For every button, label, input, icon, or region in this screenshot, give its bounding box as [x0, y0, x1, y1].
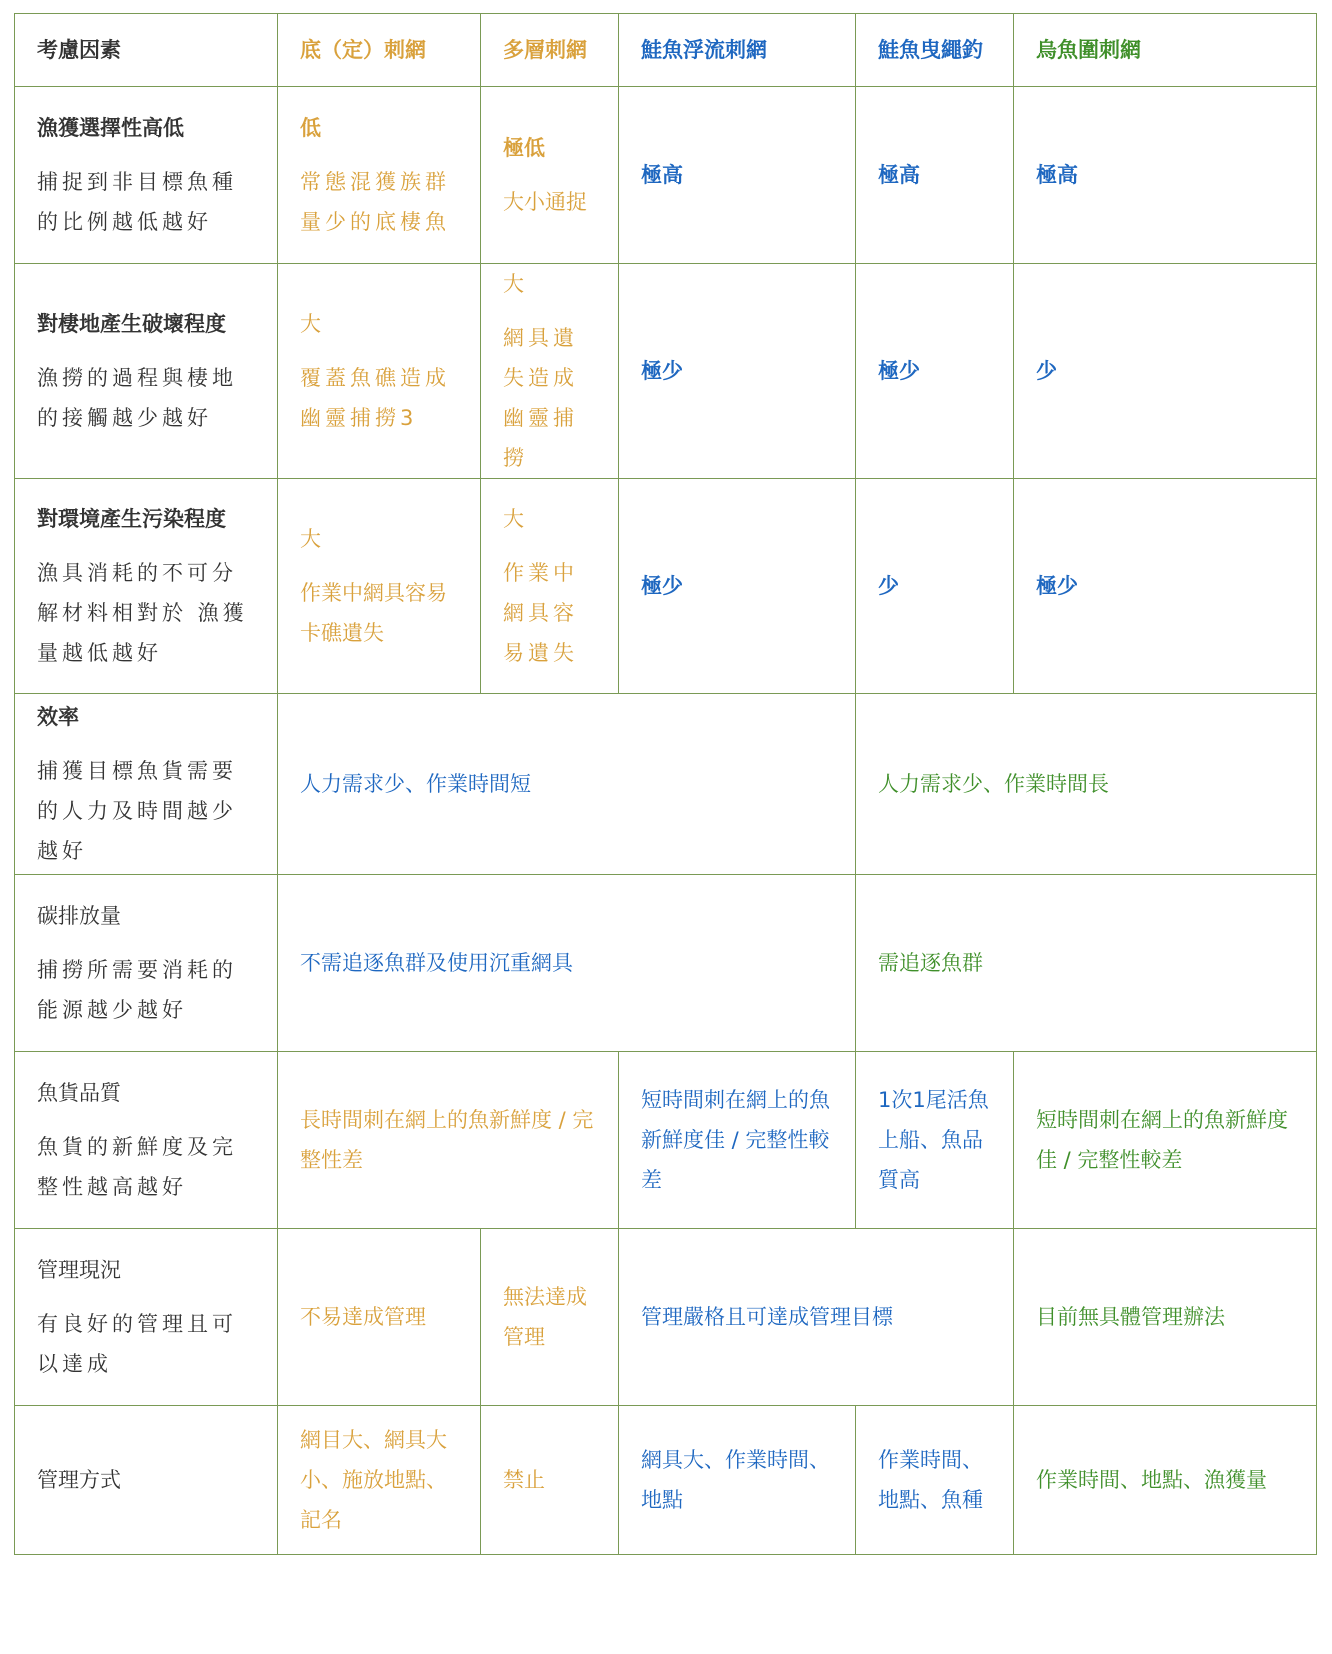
factor-desc: 捕撈所需要消耗的能源越少越好: [37, 958, 237, 1022]
header-mullet-encircling-gillnet: 烏魚圍刺網: [1014, 14, 1317, 87]
cell-col3: 短時間刺在網上的魚新鮮度佳 / 完整性較差: [619, 1052, 856, 1229]
table-row: [15, 1406, 1317, 1555]
cell-desc: 覆蓋魚礁造成幽靈捕撈3: [300, 366, 450, 430]
cell-col3-to-col4: 管理嚴格且可達成管理目標: [619, 1229, 1014, 1406]
table-row: [15, 87, 1317, 264]
cell-title: 大: [300, 527, 321, 551]
cell-col4: 1次1尾活魚上船、魚品質高: [856, 1052, 1014, 1229]
header-bottom-gillnet: 底（定）刺網: [278, 14, 481, 87]
cell-col2: 無法達成管理: [481, 1229, 619, 1406]
cell-desc: 作業中網具容易卡礁遺失: [300, 581, 447, 645]
cell-col1-to-col2: 長時間刺在網上的魚新鮮度 / 完整性差: [278, 1052, 619, 1229]
cell-title: 大: [503, 272, 524, 296]
cell-col3: 網具大、作業時間、地點: [619, 1406, 856, 1555]
factor-desc: 有良好的管理且可以達成: [37, 1312, 237, 1376]
cell-col5: 短時間刺在網上的魚新鮮度佳 / 完整性較差: [1014, 1052, 1317, 1229]
factor-desc: 捕獲目標魚貨需要的人力及時間越少越好: [37, 759, 237, 863]
cell-col5: 極少: [1014, 479, 1317, 694]
factor-cell: [15, 1052, 278, 1229]
cell-title: 極低: [503, 136, 545, 160]
factor-cell: [15, 479, 278, 694]
factor-desc: 漁具消耗的不可分解材料相對於 漁獲量越低越好: [37, 561, 248, 665]
factor-cell: [15, 694, 278, 875]
cell-col1-to-col3: 人力需求少、作業時間短: [278, 694, 856, 875]
cell-col4: 少: [856, 479, 1014, 694]
factor-title: 對棲地產生破壞程度: [37, 312, 226, 336]
header-factor: 考慮因素: [15, 14, 278, 87]
cell-col4: 極高: [856, 87, 1014, 264]
cell-col4-to-col5: 需追逐魚群: [856, 875, 1317, 1052]
header-salmon-trolling: 鮭魚曳繩釣: [856, 14, 1014, 87]
factor-desc: 魚貨的新鮮度及完整性越高越好: [37, 1135, 237, 1199]
factor-desc: 漁撈的過程與棲地的接觸越少越好: [37, 366, 237, 430]
table-row: [15, 875, 1317, 1052]
cell-col2: 禁止: [481, 1406, 619, 1555]
cell-col5: 極高: [1014, 87, 1317, 264]
cell-col4: 作業時間、地點、魚種: [856, 1406, 1014, 1555]
cell-col3: 極少: [619, 264, 856, 479]
cell-title: 大: [300, 312, 321, 336]
cell-desc: 大小通捉: [503, 190, 587, 214]
cell-col2: [481, 479, 619, 694]
cell-col3: 極高: [619, 87, 856, 264]
table-row: [15, 264, 1317, 479]
cell-col5: 作業時間、地點、漁獲量: [1014, 1406, 1317, 1555]
cell-col4: 極少: [856, 264, 1014, 479]
cell-title: 低: [300, 116, 321, 140]
table-row: [15, 479, 1317, 694]
cell-col4-to-col5: 人力需求少、作業時間長: [856, 694, 1317, 875]
factor-cell: [15, 264, 278, 479]
factor-cell: [15, 875, 278, 1052]
comparison-table: [14, 13, 1317, 1555]
header-salmon-drift-gillnet: 鮭魚浮流刺網: [619, 14, 856, 87]
table-header-row: [15, 14, 1317, 87]
cell-col1: 不易達成管理: [278, 1229, 481, 1406]
cell-col2: [481, 87, 619, 264]
cell-col5: 目前無具體管理辦法: [1014, 1229, 1317, 1406]
factor-title: 魚貨品質: [37, 1081, 121, 1105]
factor-title: 對環境產生污染程度: [37, 507, 226, 531]
cell-desc: 網具遺失造成幽靈捕撈: [503, 326, 578, 470]
factor-title: 碳排放量: [37, 904, 121, 928]
factor-desc: 捕捉到非目標魚種的比例越低越好: [37, 170, 237, 234]
cell-col2: [481, 264, 619, 479]
factor-cell: 管理方式: [15, 1406, 278, 1555]
table-row: [15, 1229, 1317, 1406]
cell-title: 大: [503, 507, 524, 531]
cell-desc: 常態混獲族群量少的底棲魚: [300, 170, 450, 234]
cell-col1: [278, 479, 481, 694]
header-trammel-net: 多層刺網: [481, 14, 619, 87]
cell-desc: 作業中網具容易遺失: [503, 561, 578, 665]
factor-cell: [15, 87, 278, 264]
cell-col1: [278, 264, 481, 479]
cell-col5: 少: [1014, 264, 1317, 479]
factor-title: 效率: [37, 705, 79, 729]
cell-col3: 極少: [619, 479, 856, 694]
factor-title: 漁獲選擇性高低: [37, 116, 184, 140]
cell-col1: 網目大、網具大小、施放地點、記名: [278, 1406, 481, 1555]
cell-col1-to-col3: 不需追逐魚群及使用沉重網具: [278, 875, 856, 1052]
table-row: [15, 694, 1317, 875]
cell-col1: [278, 87, 481, 264]
factor-cell: [15, 1229, 278, 1406]
factor-title: 管理現況: [37, 1258, 121, 1282]
table-row: [15, 1052, 1317, 1229]
